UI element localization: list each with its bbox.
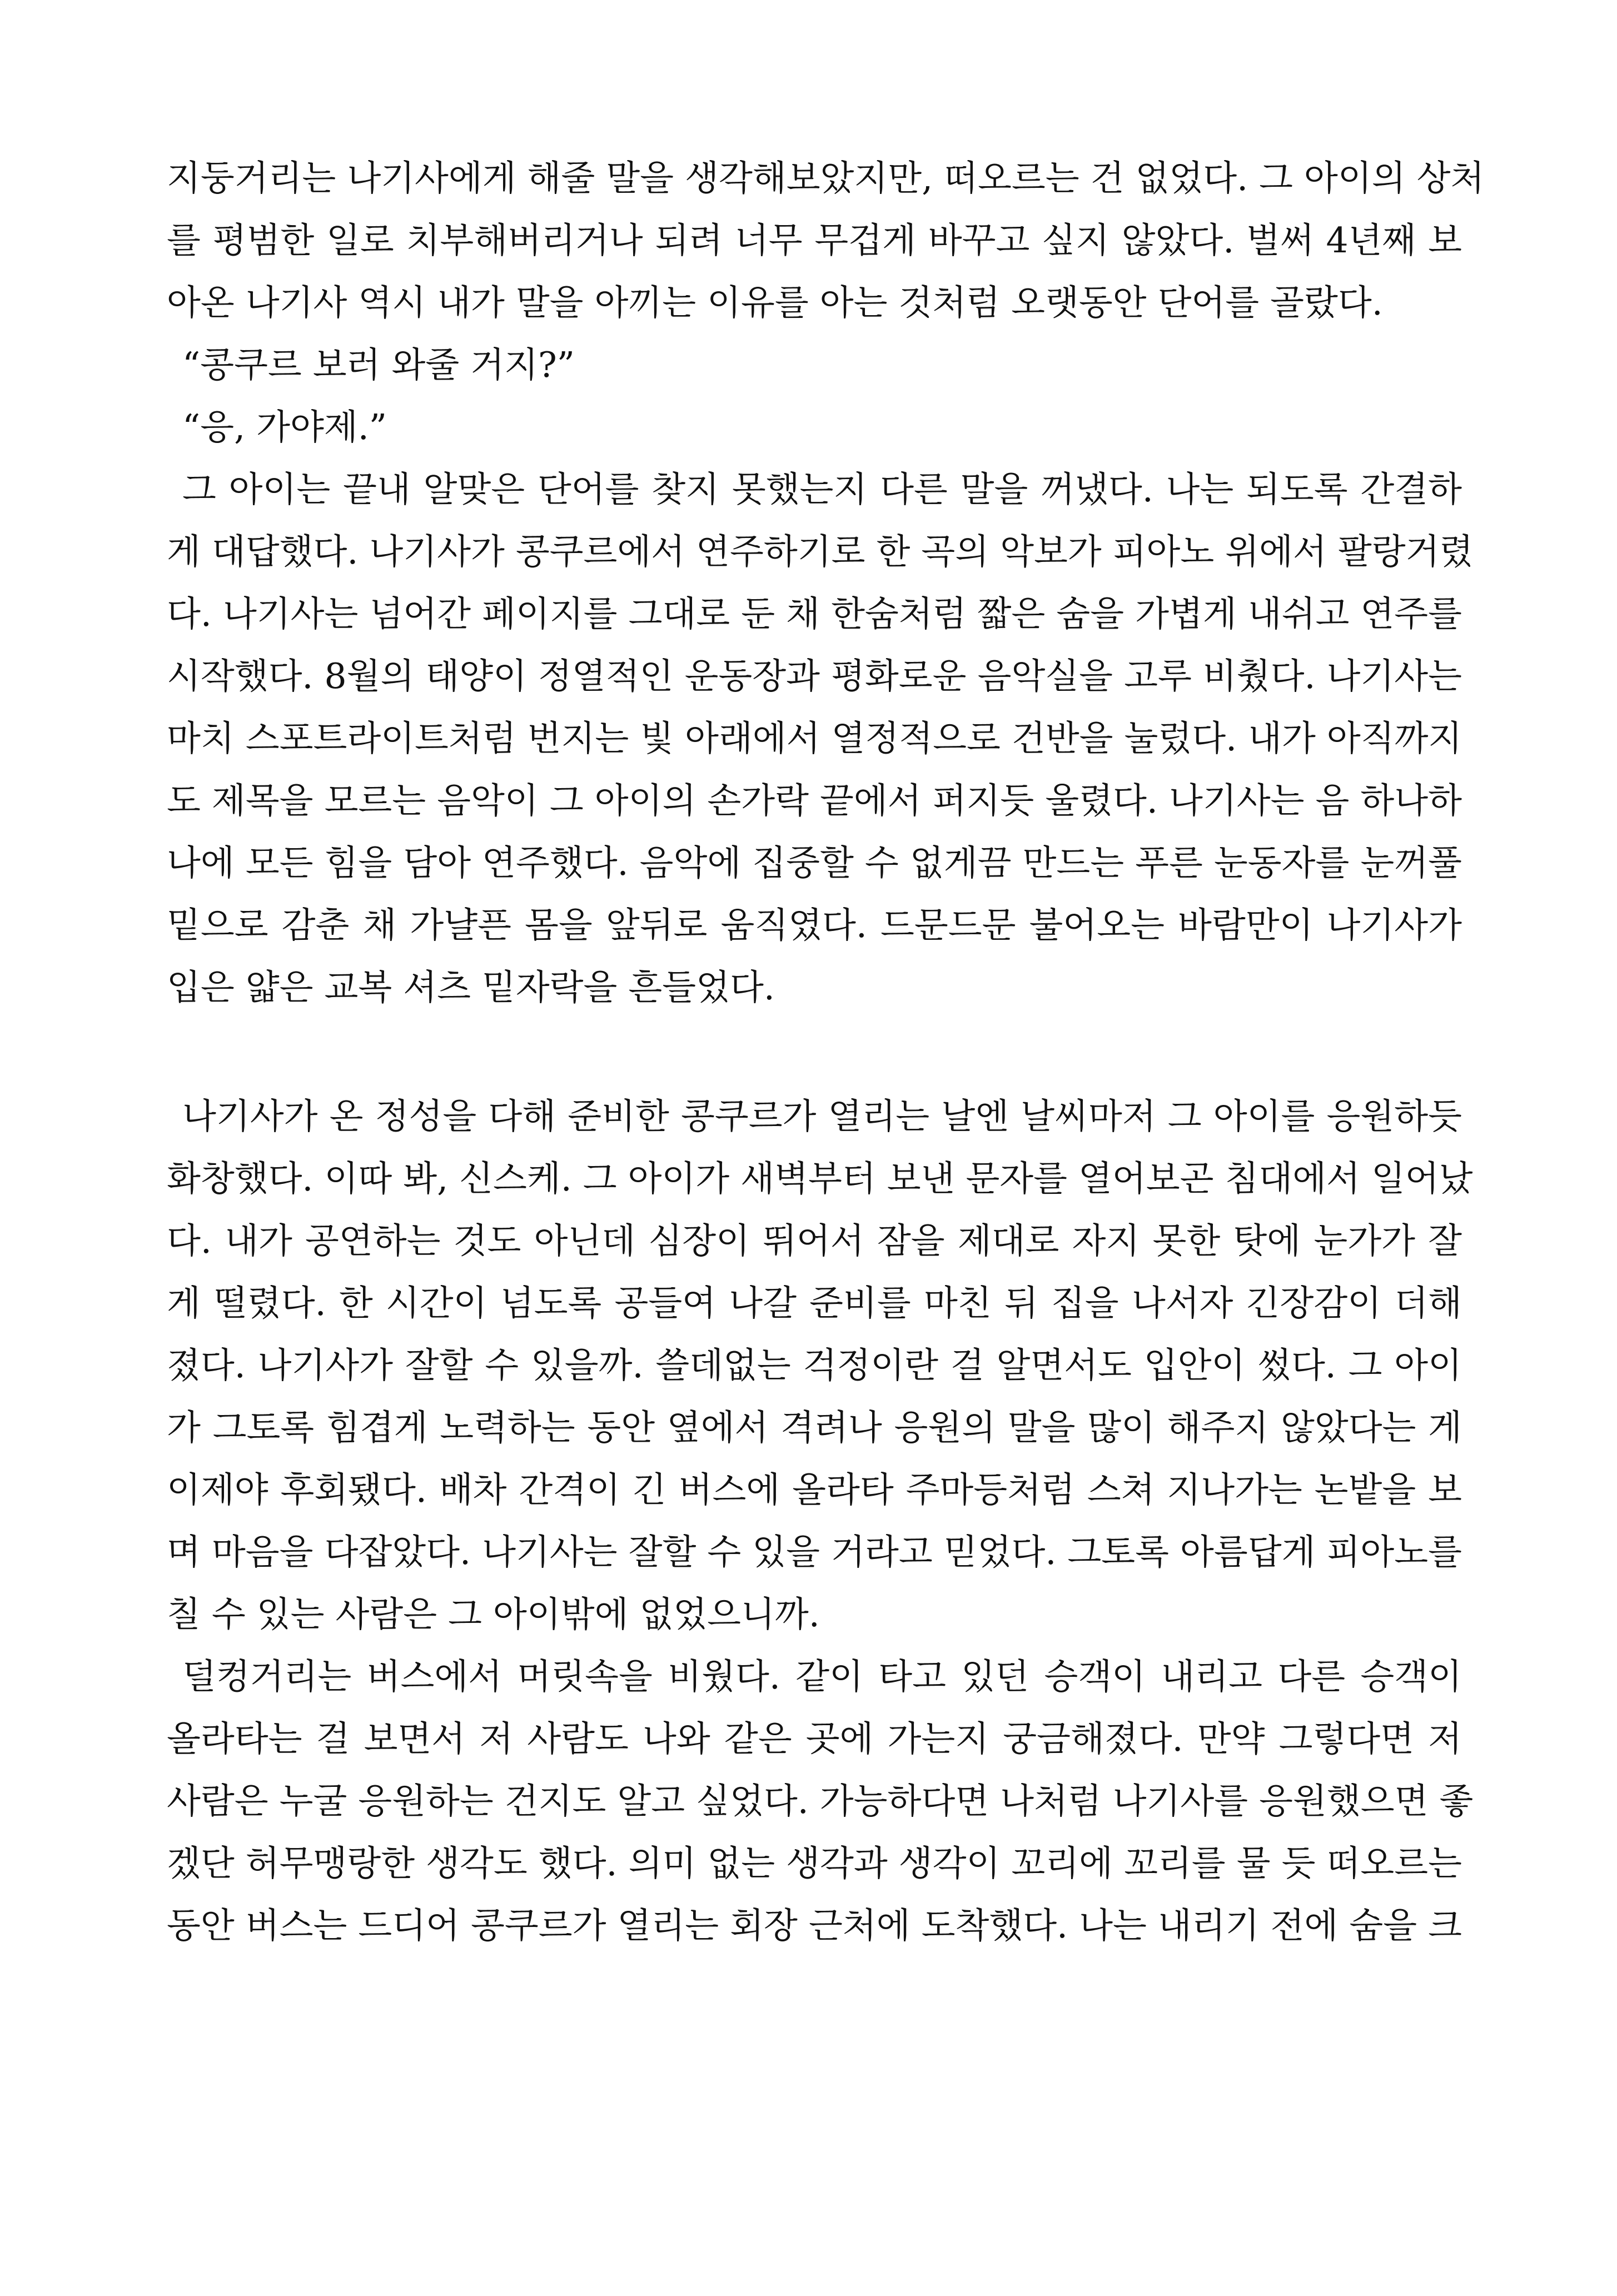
text-line: 그 아이는 끝내 알맞은 단어를 찾지 못했는지 다른 말을 꺼냈다. 나는 되도록 간결하 [182,469,1462,510]
dialogue-line: “콩쿠르 보러 와줄 거지?” [182,345,575,385]
dialogue-line: “응, 가야제.” [182,407,387,447]
section-break [167,1019,1462,1085]
text-line: 나에 모든 힘을 담아 연주했다. 음악에 집중할 수 없게끔 만드는 푸른 눈동자를 눈꺼풀 [167,843,1462,883]
text-line: 며 마음을 다잡았다. 나기사는 잘할 수 있을 거라고 믿었다. 그토록 아름답게 피아노를 [167,1532,1462,1572]
text-line: 가 그토록 힘겹게 노력하는 동안 옆에서 격려나 응원의 말을 많이 해주지 않았다는 게 [167,1407,1462,1448]
text-line: 를 평범한 일로 치부해버리거나 되려 너무 무겁게 바꾸고 싶지 않았다. 벌써 4년째 보 [167,220,1462,261]
text-line: 게 대답했다. 나기사가 콩쿠르에서 연주하기로 한 곡의 악보가 피아노 위에서 팔랑거렸 [167,531,1474,572]
text-line: 졌다. 나기사가 잘할 수 있을까. 쓸데없는 걱정이란 걸 알면서도 입안이 썼다. 그 아이 [167,1345,1462,1386]
document-body [167,147,1485,1957]
text-line: 시작했다. 8월의 태양이 정열적인 운동장과 평화로운 음악실을 고루 비췄다. 나기사는 [167,656,1462,696]
text-line: 화창했다. 이따 봐, 신스케. 그 아이가 새벽부터 보낸 문자를 열어보곤 침대에서 일어났 [167,1158,1473,1199]
text-line: 지둥거리는 나기사에게 해줄 말을 생각해보았지만, 떠오르는 건 없었다. 그 아이의 상처 [167,158,1485,198]
text-line: 올라타는 걸 보면서 저 사람도 나와 같은 곳에 가는지 궁금해졌다. 만약 그렇다면 저 [167,1719,1462,1759]
text-line: 게 떨렸다. 한 시간이 넘도록 공들여 나갈 준비를 마친 뒤 집을 나서자 긴장감이 더해 [167,1283,1462,1323]
text-line: 밑으로 감춘 채 가냘픈 몸을 앞뒤로 움직였다. 드문드문 불어오는 바람만이 나기사가 [167,905,1462,945]
text-line: 사람은 누굴 응원하는 건지도 알고 싶었다. 가능하다면 나처럼 나기사를 응원했으면 좋 [167,1781,1474,1821]
text-line: 동안 버스는 드디어 콩쿠르가 열리는 회장 근처에 도착했다. 나는 내리기 전에 숨을 크 [167,1905,1462,1946]
text-line: 아온 나기사 역시 내가 말을 아끼는 이유를 아는 것처럼 오랫동안 단어를 골랐다. [167,282,1383,323]
text-line: 다. 내가 공연하는 것도 아닌데 심장이 뛰어서 잠을 제대로 자지 못한 탓에 눈가가 잘 [167,1221,1462,1261]
text-line: 덜컹거리는 버스에서 머릿속을 비웠다. 같이 타고 있던 승객이 내리고 다른 승객이 [182,1656,1462,1697]
text-line: 칠 수 있는 사람은 그 아이밖에 없었으니까. [167,1594,820,1635]
text-line: 도 제목을 모르는 음악이 그 아이의 손가락 끝에서 퍼지듯 울렸다. 나기사는 음 하나하 [167,780,1462,821]
text-line: 입은 얇은 교복 셔츠 밑자락을 흔들었다. [167,967,775,1008]
text-line: 다. 나기사는 넘어간 페이지를 그대로 둔 채 한숨처럼 짧은 숨을 가볍게 내쉬고 연주를 [167,594,1462,634]
text-line: 나기사가 온 정성을 다해 준비한 콩쿠르가 열리는 날엔 날씨마저 그 아이를 응원하듯 [182,1096,1462,1137]
text-line: 마치 스포트라이트처럼 번지는 빛 아래에서 열정적으로 건반을 눌렀다. 내가 아직까지 [167,718,1462,759]
text-line: 이제야 후회됐다. 배차 간격이 긴 버스에 올라타 주마등처럼 스쳐 지나가는 논밭을 보 [167,1470,1462,1510]
text-line: 겠단 허무맹랑한 생각도 했다. 의미 없는 생각과 생각이 꼬리에 꼬리를 물 듯 떠오르는 [167,1843,1462,1884]
